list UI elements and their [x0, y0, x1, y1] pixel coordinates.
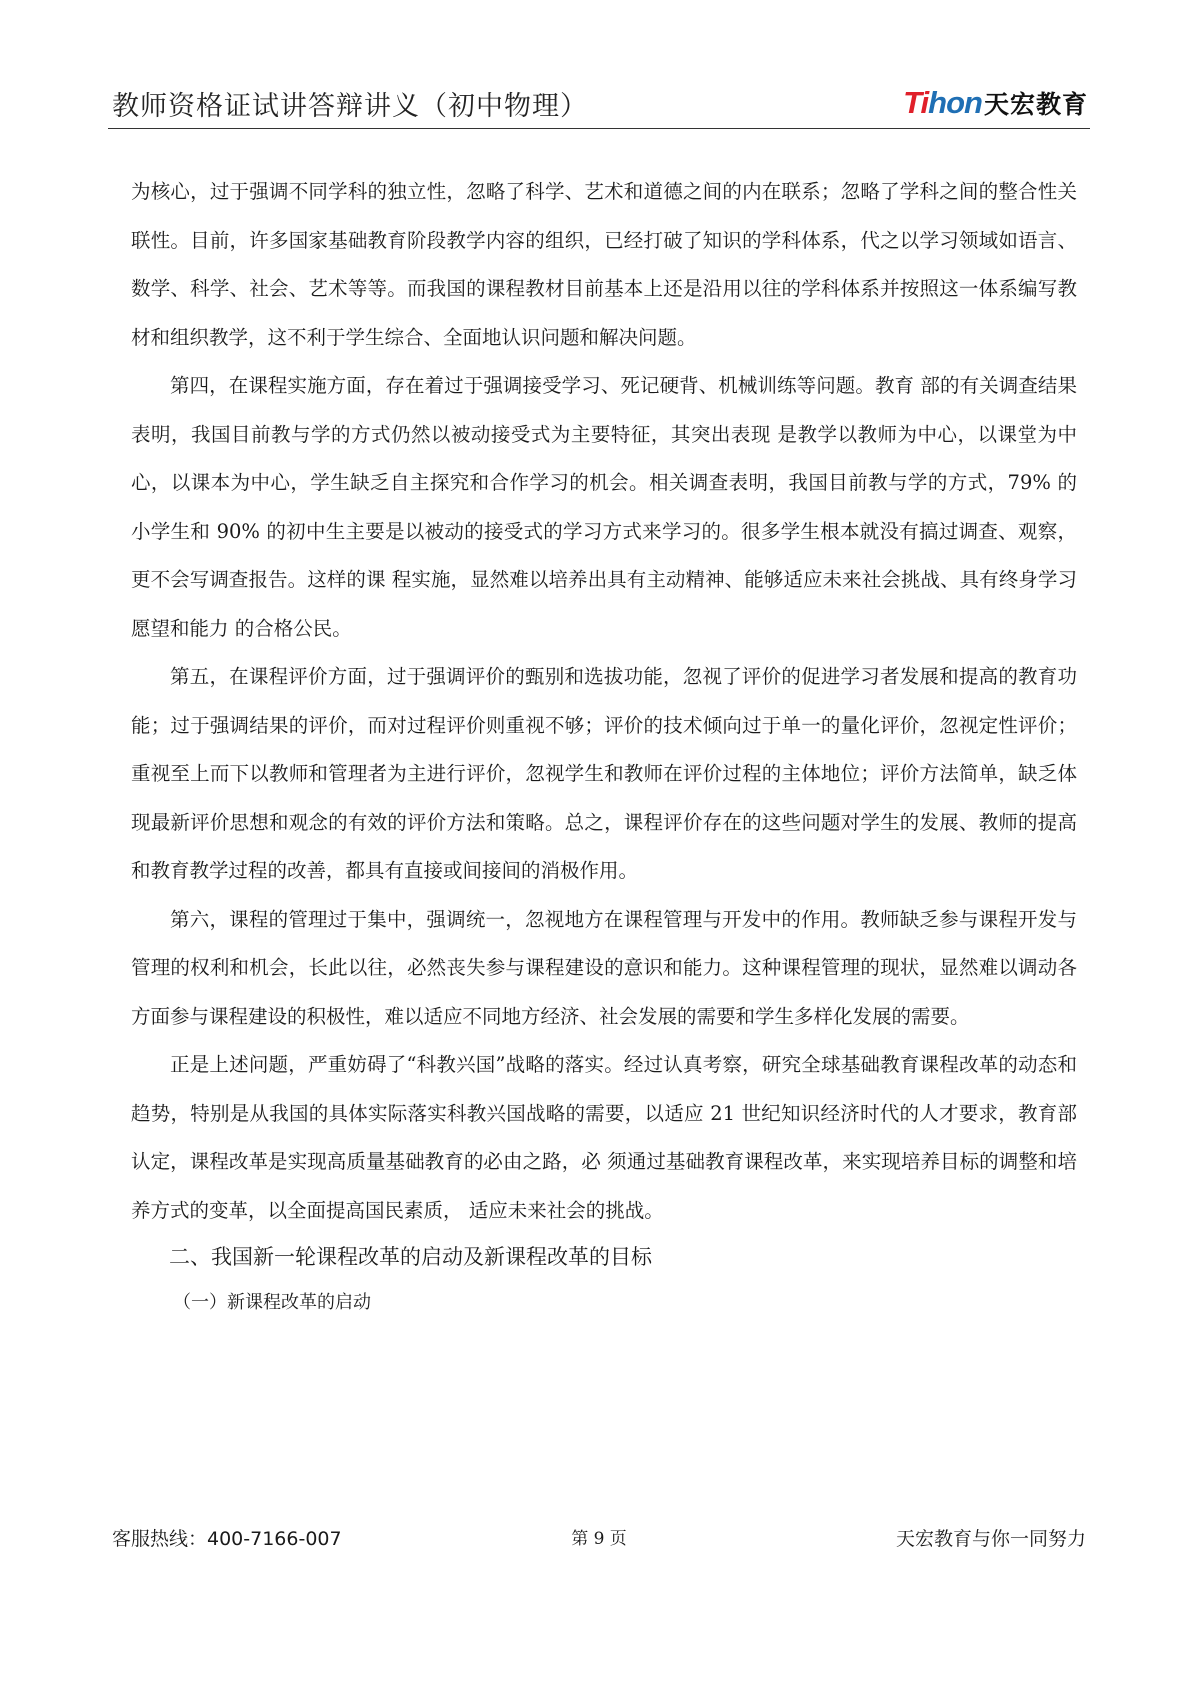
- paragraph-fifth: 第五，在课程评价方面，过于强调评价的甄别和选拔功能，忽视了评价的促进学习者发展和提高的教育功能；过于强调结果的评价，而对过程评价则重视不够；评价的技术倾向过于单一的量化评价，忽视定性评价；重视至上而下以教师和管理者为主进行评价，忽视学生和教师在评价过程的主体地位；评价方法简单，缺乏体现最新评价思想和观念的有效的评价方法和策略。总之，课程评价存在的这些问题对学生的发展、教师的提高和教育教学过程的改善，都具有直接或间接间的消极作用。: [131, 665, 1077, 882]
- paragraph-summary: 正是上述问题，严重妨碍了“科教兴国”战略的落实。经过认真考察，研究全球基础教育课程改革的动态和趋势，特别是从我国的具体实际落实科教兴国战略的需要，以适应 21 世纪知识经济时代的人才要求，教育部认定，课程改革是实现高质量基础教育的必由之路，必 须通过基础教育课程改革，来实现培养目标的调整和培养方式的变革，以全面提高国民素质， 适应未来社会的挑战。: [131, 1053, 1077, 1222]
- slogan-text: 天宏教育与你一同努力: [895, 1528, 1086, 1550]
- document-body: [131, 168, 1077, 1327]
- paragraph-continuation: 为核心，过于强调不同学科的独立性，忽略了科学、艺术和道德之间的内在联系；忽略了学科之间的整合性关联性。目前，许多国家基础教育阶段教学内容的组织，已经打破了知识的学科体系，代之以学习领域如语言、数学、科学、社会、艺术等等。而我国的课程教材目前基本上还是沿用以往的学科体系并按照这一体系编写教材和组织教学，这不利于学生综合、全面地认识问题和解决问题。: [131, 180, 1077, 349]
- logo-mark-rest: hon: [928, 85, 982, 120]
- paragraph-sixth: 第六，课程的管理过于集中，强调统一，忽视地方在课程管理与开发中的作用。教师缺乏参与课程开发与管理的权利和机会，长此以往，必然丧失参与课程建设的意识和能力。这种课程管理的现状，显然难以调动各方面参与课程建设的积极性，难以适应不同地方经济、社会发展的需要和学生多样化发展的需要。: [131, 907, 1077, 1028]
- page-header: [108, 82, 1090, 129]
- logo-text: 天宏教育: [983, 90, 1088, 119]
- page-number: 第 9 页: [571, 1529, 627, 1549]
- document-title: 教师资格证试讲答辩讲义（初中物理）: [112, 91, 588, 122]
- logo-mark-t: Ti: [903, 85, 929, 120]
- logo-mark: [903, 85, 982, 121]
- hotline-text: 客服热线：400-7166-007: [112, 1528, 342, 1550]
- subsection-heading: （一）新课程改革的启动: [173, 1292, 371, 1313]
- page-footer: [108, 1524, 1090, 1554]
- section-heading: 二、我国新一轮课程改革的启动及新课程改革的目标: [169, 1245, 652, 1269]
- tihon-logo: [903, 86, 1088, 120]
- paragraph-fourth: 第四，在课程实施方面，存在着过于强调接受学习、死记硬背、机械训练等问题。教育 部的有关调查结果表明，我国目前教与学的方式仍然以被动接受式为主要特征，其突出表现 是教学以教师为中心，以课堂为中心，以课本为中心，学生缺乏自主探究和合作学习的机会。相关调查表明，我国目前教与学的方式，79% 的小学生和 90% 的初中生主要是以被动的接受式的学习方式来学习的。很多学生根本就没有搞过调查、观察，更不会写调查报告。这样的课 程实施，显然难以培养出具有主动精神、能够适应未来社会挑战、具有终身学习愿望和能力 的合格公民。: [131, 374, 1077, 640]
